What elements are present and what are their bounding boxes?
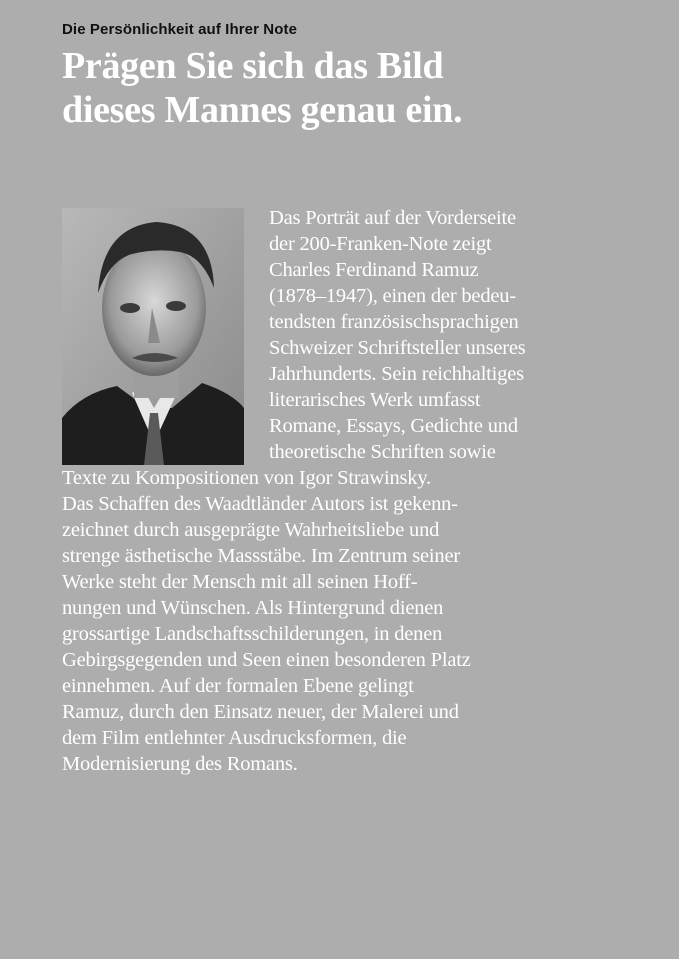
body-line: zeichnet durch ausgeprägte Wahrheitsliebe und: [62, 519, 440, 541]
body-line: Schweizer Schriftsteller unseres: [269, 337, 526, 359]
body-line: Jahrhunderts. Sein reichhaltiges: [269, 363, 524, 385]
body-line: Werke steht der Mensch mit all seinen Hoff-: [62, 571, 418, 593]
body-line: Texte zu Kompositionen von Igor Strawinsky.: [62, 467, 431, 489]
body-line: literarisches Werk umfasst: [269, 389, 481, 411]
headline-line: Prägen Sie sich das Bild: [62, 45, 444, 87]
body-line: Ramuz, durch den Einsatz neuer, der Malerei und: [62, 701, 459, 723]
body-line: Gebirgsgegenden und Seen einen besonderen Platz: [62, 649, 471, 671]
body-line: Das Porträt auf der Vorderseite: [269, 207, 516, 229]
body-line: strenge ästhetische Massstäbe. Im Zentrum seiner: [62, 545, 460, 567]
body-line: Charles Ferdinand Ramuz: [269, 259, 479, 281]
portrait-photo: [62, 208, 244, 465]
body-line: Romane, Essays, Gedichte und: [269, 415, 518, 437]
body-line: Modernisierung des Romans.: [62, 753, 298, 775]
body-line: grossartige Landschaftsschilderungen, in denen: [62, 623, 443, 645]
body-line: einnehmen. Auf der formalen Ebene gelingt: [62, 675, 414, 697]
body-line: dem Film entlehnter Ausdrucksformen, die: [62, 727, 407, 749]
body-line: theoretische Schriften sowie: [269, 441, 496, 463]
headline-line: dieses Mannes genau ein.: [62, 89, 463, 131]
body-line: nungen und Wünschen. Als Hintergrund dienen: [62, 597, 444, 619]
body-line: tendsten französischsprachigen: [269, 311, 519, 333]
section-kicker: Die Persönlichkeit auf Ihrer Note: [62, 21, 298, 38]
headline: [62, 44, 662, 132]
body-line: Das Schaffen des Waadtländer Autors ist gekenn-: [62, 493, 458, 515]
body-line: (1878–1947), einen der bedeu-: [269, 285, 516, 307]
body-line: der 200-Franken-Note zeigt: [269, 233, 492, 255]
